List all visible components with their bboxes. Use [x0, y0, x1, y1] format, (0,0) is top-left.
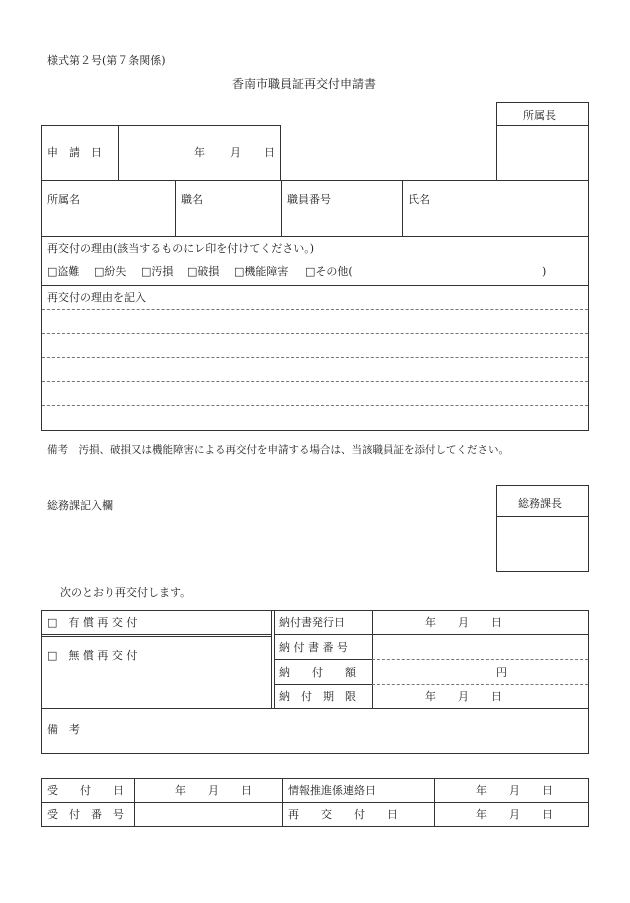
reason-lost-checkbox[interactable]: □紛失 [94, 265, 127, 278]
position-label: 職名 [181, 193, 203, 206]
reason-line[interactable] [42, 309, 588, 310]
reason-other-checkbox[interactable]: □その他( [305, 265, 353, 278]
remarks-note: 備考 汚損、破損又は機能障害による再交付を申請する場合は、当該職員証を添付してください。 [47, 444, 509, 456]
reissue-date-value[interactable]: 年 月 日 [476, 808, 553, 821]
fee-row-label: 納 付 期 限 [279, 690, 356, 703]
general-affairs-manager-label: 総務課長 [518, 497, 562, 510]
decision-text: 次のとおり再交付します。 [60, 586, 192, 599]
reason-other-close: ) [542, 265, 547, 278]
application-form [41, 180, 589, 431]
page-title: 香南市職員証再交付申請書 [232, 77, 377, 91]
name-label: 氏名 [408, 193, 430, 206]
reason-detail-label: 再交付の理由を記入 [47, 291, 146, 304]
reason-line[interactable] [42, 405, 588, 406]
fee-table [41, 610, 589, 754]
reason-line[interactable] [42, 357, 588, 358]
reason-line[interactable] [42, 381, 588, 382]
application-date-label: 申 請 日 [47, 146, 102, 159]
fee-row-value[interactable]: 年 月 日 [425, 690, 502, 703]
reason-damaged-checkbox[interactable]: □破損 [187, 265, 220, 278]
year-label: 年 [194, 146, 205, 159]
info-contact-date-label: 情報推進係連絡日 [288, 784, 376, 797]
reason-line[interactable] [42, 333, 588, 334]
fee-row-value[interactable]: 円 [496, 666, 507, 679]
department-label: 所属名 [47, 193, 80, 206]
receipt-number-label: 受 付 番 号 [47, 808, 124, 821]
fee-row-label: 納 付 額 [279, 666, 356, 679]
biko-label: 備 考 [47, 723, 80, 736]
received-date-value[interactable]: 年 月 日 [175, 784, 252, 797]
month-label: 月 [230, 146, 241, 159]
reason-theft-checkbox[interactable]: □盗難 [47, 265, 80, 278]
fee-row-label: 納 付 書 番 号 [279, 641, 348, 654]
form-number: 様式第２号(第７条関係) [47, 54, 166, 67]
day-label: 日 [264, 146, 275, 159]
info-contact-date-value[interactable]: 年 月 日 [476, 784, 553, 797]
received-date-label: 受 付 日 [47, 784, 124, 797]
general-affairs-label: 総務課記入欄 [47, 499, 113, 512]
reason-malfunction-checkbox[interactable]: □機能障害 [234, 265, 289, 278]
free-reissue-checkbox[interactable]: □ 無 償 再 交 付 [47, 649, 138, 662]
fee-row-label: 納付書発行日 [279, 616, 345, 629]
paid-reissue-checkbox[interactable]: □ 有 償 再 交 付 [47, 616, 138, 629]
director-label: 所属長 [523, 109, 556, 122]
reason-soiled-checkbox[interactable]: □汚損 [141, 265, 174, 278]
reissue-date-label: 再 交 付 日 [288, 808, 398, 821]
employee-number-label: 職員番号 [287, 193, 331, 206]
fee-row-value[interactable]: 年 月 日 [425, 616, 502, 629]
reason-heading: 再交付の理由(該当するものにレ印を付けてください。) [47, 242, 315, 255]
